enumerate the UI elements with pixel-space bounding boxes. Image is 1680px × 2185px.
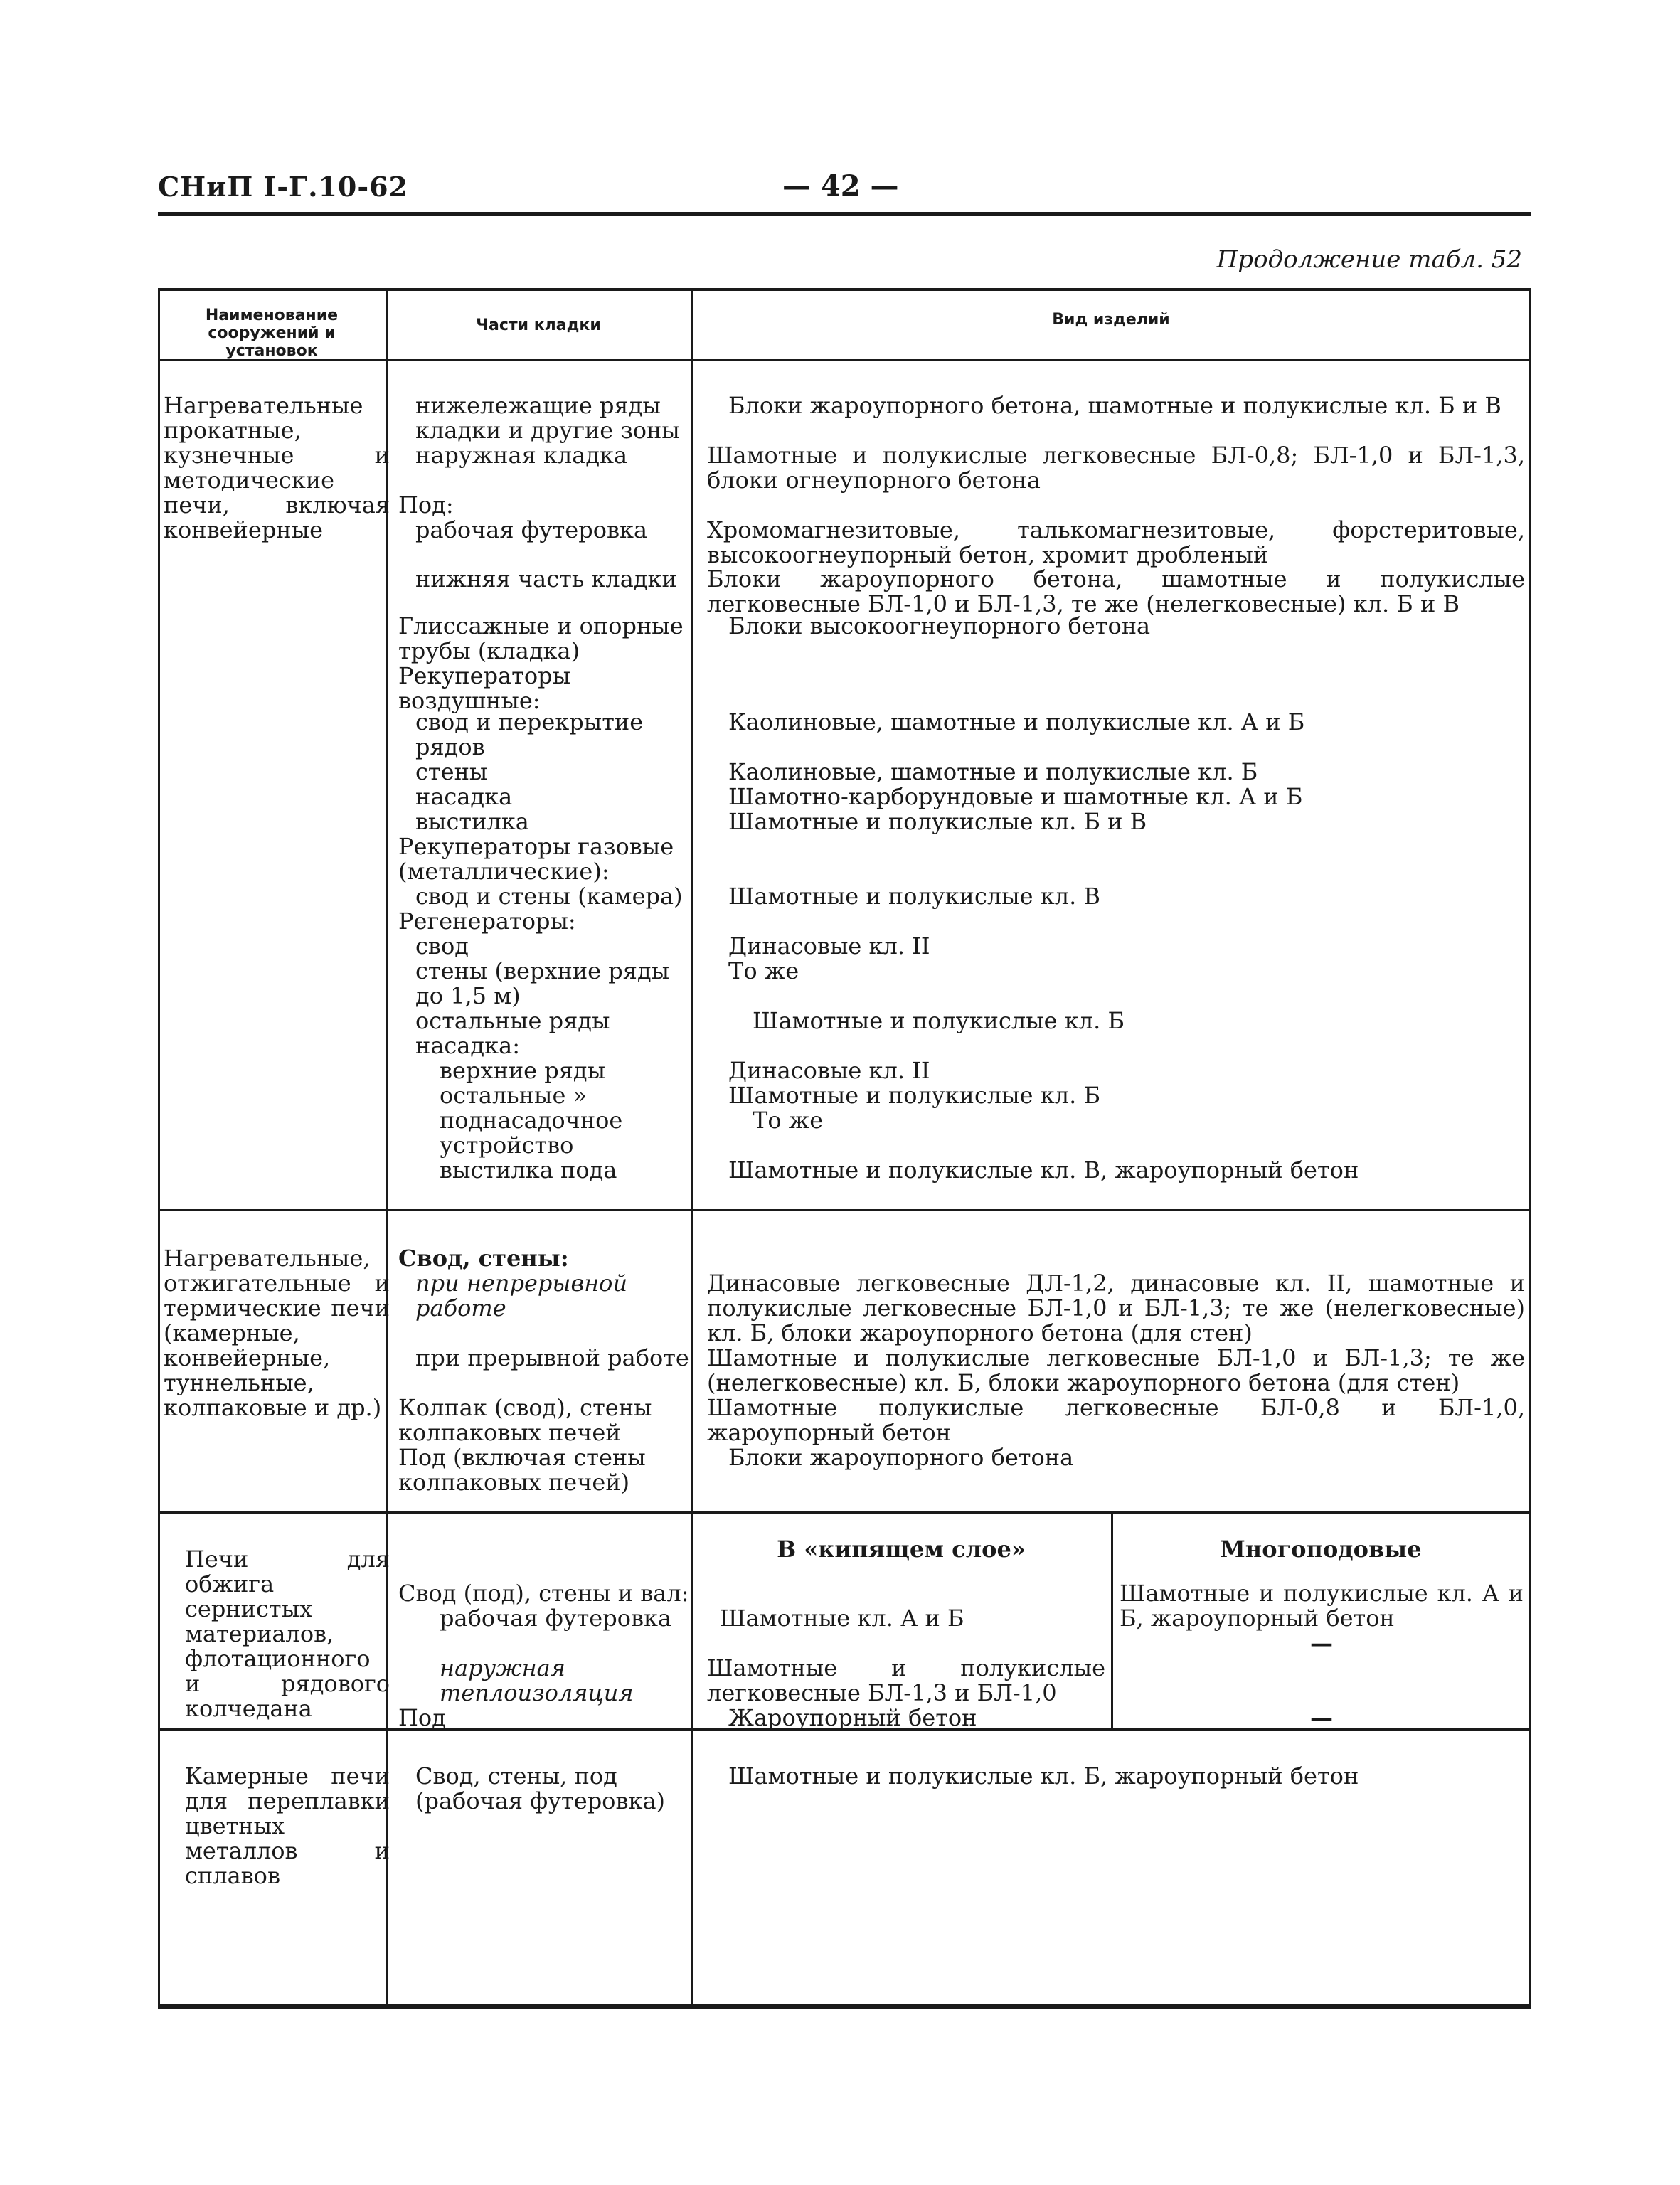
row1-type-14: Динасовые кл. II [728,1057,930,1084]
row1-part-15: свод [415,932,469,959]
row3-part-4: Под [398,1704,446,1731]
row1-type-7: Каолиновые, шамотные и полукислые кл. Б [728,758,1258,785]
row4-name: Камерные печи для переплавки цветных металлов и сплавов [185,1763,390,1889]
row1-part-4: рабочая футеровка [415,516,648,543]
row1-part-12: Рекуператоры газовые (металлические): [398,833,674,885]
row3-type-a-2: Шамотные и полукислые легковесные БЛ-1,3 и БЛ-1,0 [707,1654,1105,1706]
row1-part-11: выстилка [415,808,529,835]
row1-type-13: Шамотные и полукислые кл. Б [753,1007,1125,1034]
row2-part-4: Колпак (свод), стены колпаковых печей [398,1394,652,1446]
materials-table [158,288,1531,2009]
sub-column-divider [1111,1513,1113,1728]
col-header-parts: Части кладки [476,317,601,334]
row1-part-9: стены [415,758,488,785]
row1-part-7: Рекуператоры воздушные: [398,662,571,714]
row3-type-b-1: Шамотные и полукислые кл. А и Б, жароупорный бетон [1120,1580,1524,1632]
row1-type-4: Блоки жароупорного бетона, шамотные и полукислые легковесные БЛ-1,0 и БЛ-1,3, те же (нелегковесные) кл. Б и В [707,565,1525,617]
page-number: — 42 — [782,169,899,203]
row1-part-2: наружная кладка [415,442,628,469]
row2-part-3: при прерывной работе [415,1344,689,1371]
row1-part-8: свод и перекрытие рядов [415,708,644,760]
table-bottom-rule [158,2004,1531,2009]
row3-name: Печи для обжига сернистых материалов, флотационного и рядового колчедана [185,1546,390,1722]
row1-type-2: Шамотные и полукислые легковесные БЛ-0,8; БЛ-1,0 и БЛ-1,3, блоки огнеупорного бетона [707,442,1525,494]
column-divider-2 [691,288,693,2006]
row1-type-12: То же [728,957,799,984]
row1-type-8: Шамотно-карборундовые и шамотные кл. А и Б [728,783,1303,810]
row-divider-2 [158,1511,1531,1514]
sub-header-multi-hearth: Многоподовые [1220,1536,1422,1563]
row1-type-16: То же [753,1107,824,1134]
row1-part-10: насадка [415,783,513,810]
row1-part-18: насадка: [415,1032,520,1059]
row1-type-9: Шамотные и полукислые кл. Б и В [728,808,1147,835]
row2-type-1: Динасовые легковесные ДЛ-1,2, динасовые кл. II, шамотные и полукислые легковесные БЛ-1,0 и БЛ-1,3; те же (нелегковесные) кл. Б, блоки жароупорного бетона (для стен) [707,1270,1525,1346]
row1-type-10: Шамотные и полукислые кл. В [728,883,1100,910]
row3-type-b-2: — [1310,1630,1333,1657]
row3-part-1: Свод (под), стены и вал: [398,1580,689,1607]
row3-part-3: наружная теплоизоляция [440,1654,634,1706]
row1-part-1: нижележащие ряды кладки и другие зоны [415,392,680,444]
row1-type-17: Шамотные и полукислые кл. В, жароупорный бетон [728,1157,1359,1184]
table-left-border [158,288,160,2006]
row1-part-22: выстилка пода [440,1157,617,1184]
col-header-name: Наименование сооружений и установок [205,307,339,360]
table-right-border [1529,288,1531,2006]
row1-type-3: Хромомагнезитовые, талькомагнезитовые, форстеритовые, высокоогнеупорный бетон, хромит дробленый [707,516,1525,568]
row1-part-3: Под: [398,491,454,519]
row3-type-b-3: — [1310,1704,1333,1731]
row-divider-1 [158,1209,1531,1211]
row1-type-1: Блоки жароупорного бетона, шамотные и полукислые кл. Б и В [728,392,1501,419]
row1-type-6: Каолиновые, шамотные и полукислые кл. А и Б [728,708,1305,735]
table-top-rule [158,288,1531,291]
row1-part-21: поднасадочное устройство [440,1107,623,1159]
table-continuation-label: Продолжение табл. 52 [1216,245,1522,274]
row1-type-5: Блоки высокоогнеупорного бетона [728,612,1151,639]
row1-part-20: остальные » [440,1082,588,1109]
row1-part-13: свод и стены (камера) [415,883,683,910]
row2-type-3: Шамотные полукислые легковесные БЛ-0,8 и БЛ-1,0, жароупорный бетон [707,1394,1525,1446]
row2-type-4: Блоки жароупорного бетона [728,1444,1074,1471]
row3-type-a-1: Шамотные кл. А и Б [720,1605,964,1632]
row1-part-14: Регенераторы: [398,908,576,935]
row4-part: Свод, стены, под (рабочая футеровка) [415,1763,666,1814]
row3-part-2: рабочая футеровка [440,1605,672,1632]
row3-type-a-3: Жароупорный бетон [728,1704,977,1731]
row2-part-1: Свод, стены: [398,1245,569,1272]
document-code: СНиП I-Г.10-62 [158,171,408,203]
row1-part-6: Глиссажные и опорные трубы (кладка) [398,612,684,664]
column-divider-1 [386,288,388,2006]
row1-type-11: Динасовые кл. II [728,932,930,959]
col-header-type: Вид изделий [1052,311,1170,329]
row2-part-2: при непрерывной работе [415,1270,628,1322]
row2-name: Нагревательные, отжигательные и термические печи (камерные, конвейерные, туннельные, колпаковые и др.) [164,1245,390,1421]
row1-name: Нагревательные прокатные, кузнечные и методические печи, включая конвейерные [164,392,390,543]
row1-type-15: Шамотные и полукислые кл. Б [728,1082,1100,1109]
row1-part-17: остальные ряды [415,1007,610,1034]
row2-part-5: Под (включая стены колпаковых печей) [398,1444,646,1496]
row1-part-16: стены (верхние ряды до 1,5 м) [415,957,670,1009]
sub-header-fluidized-bed: В «кипящем слое» [777,1536,1026,1563]
row4-type: Шамотные и полукислые кл. Б, жароупорный бетон [728,1763,1359,1790]
header-rule [158,212,1531,216]
row1-part-19: верхние ряды [440,1057,606,1084]
row2-type-2: Шамотные и полукислые легковесные БЛ-1,0 и БЛ-1,3; те же (нелегковесные) кл. Б, блоки жароупорного бетона (для стен) [707,1344,1525,1396]
row1-part-5: нижняя часть кладки [415,565,677,592]
